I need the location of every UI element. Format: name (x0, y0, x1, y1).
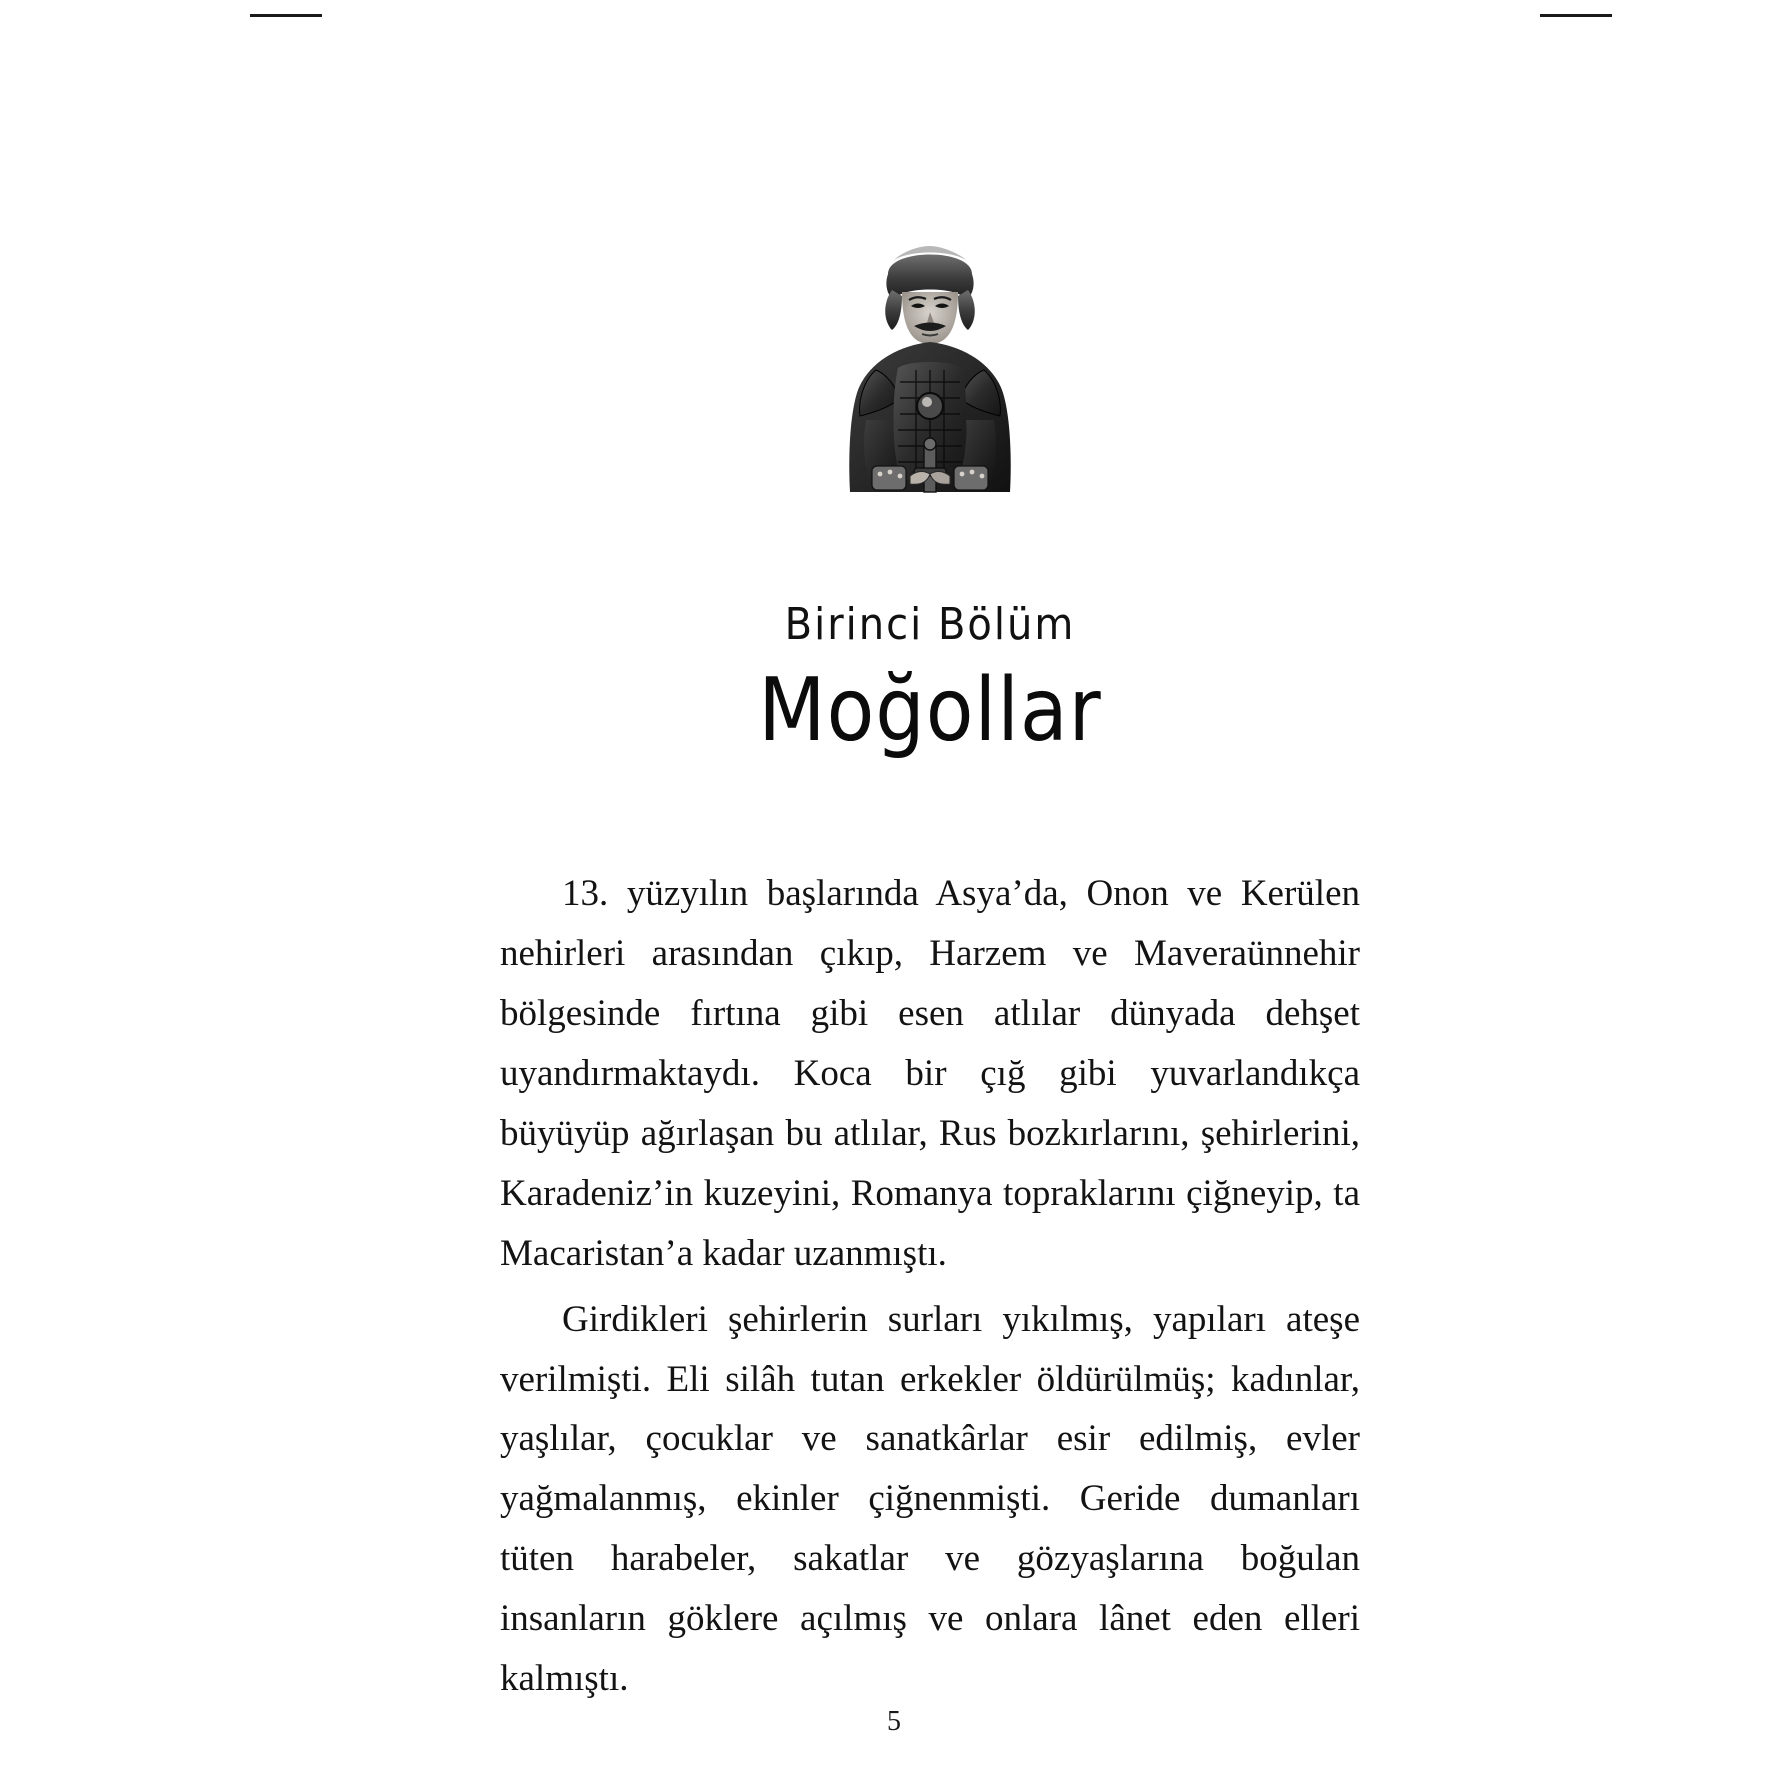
paragraph-2: Girdikleri şehirlerin surları yıkılmış, yapıları ateşe verilmişti. Eli silâh tutan erkekler öldürülmüş; kadınlar, yaşlılar, çocuklar ve sanatkârlar esir edilmiş, evler yağmalanmış, ekinler çiğnenmişti. Geride dumanları tüten harabeler, sakatlar ve gözyaşlarına boğulan insanların göklere açılmış ve onlara lânet eden elleri kalmıştı. (500, 1298, 1360, 1700)
paragraph-1: 13. yüzyılın başlarında Asya’da, Onon ve Kerülen nehirleri arasından çıkıp, Harzem ve Maveraünnehir bölgesinde fırtına gibi esen atlılar dünyada dehşet uyandırmaktaydı. Koca bir çığ gibi yuvarlandıkça büyüyüp ağırlaşan bu atlılar, Rus bozkırlarını, şehirlerini, Karadeniz’in kuzeyini, Romanya topraklarını çiğneyip, ta Macaristan’a kadar uzanmıştı. (500, 873, 1360, 1274)
crop-mark-left (250, 14, 322, 17)
body-text (500, 864, 1360, 1709)
chapter-kicker: Birinci Bölüm (784, 600, 1076, 650)
page-number: 5 (887, 1706, 901, 1737)
page-content (500, 230, 1360, 1715)
chapter-title: Moğollar (758, 660, 1102, 762)
mongol-warrior-illustration (810, 230, 1050, 530)
crop-mark-right (1540, 14, 1612, 17)
